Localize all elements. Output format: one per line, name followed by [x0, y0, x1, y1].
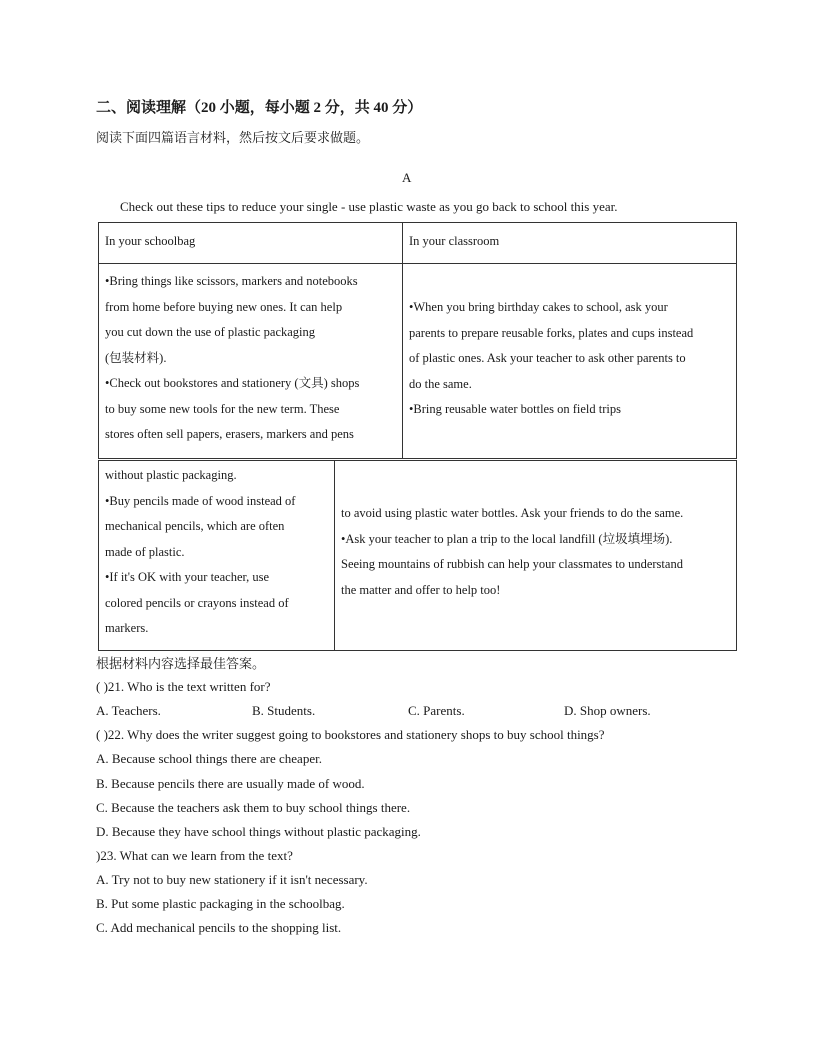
tip-line: •Check out bookstores and stationery (文具) shops — [105, 376, 360, 390]
header-label: In your schoolbag — [105, 234, 196, 248]
tips-table-part-1 — [98, 222, 737, 459]
tip-line: mechanical pencils, which are often — [105, 519, 285, 533]
schoolbag-tips-cell — [99, 264, 403, 459]
option-a[interactable]: A. Teachers. — [96, 703, 161, 718]
option-c[interactable]: C. Add mechanical pencils to the shopping list. — [96, 920, 342, 935]
tips-table-part-2 — [98, 460, 737, 651]
question-23-stem: )23. What can we learn from the text? — [96, 848, 293, 863]
tip-line: parents to prepare reusable forks, plates and cups instead — [409, 325, 694, 340]
tip-line: markers. — [105, 621, 149, 635]
header-label: In your classroom — [409, 234, 500, 248]
passage-intro: Check out these tips to reduce your single - use plastic waste as you go back to school this year. — [120, 199, 618, 214]
tip-line: without plastic packaging. — [105, 468, 237, 482]
question-21-options — [96, 703, 736, 719]
section-heading: 二、阅读理解（20 小题，每小题 2 分，共 40 分） — [96, 100, 423, 116]
option-d[interactable]: D. Shop owners. — [564, 703, 651, 718]
tip-line: made of plastic. — [105, 544, 185, 559]
option-d[interactable]: D. Because they have school things without plastic packaging. — [96, 824, 421, 839]
question-22-stem: ( )22. Why does the writer suggest going to bookstores and stationery shops to buy school things? — [96, 727, 605, 742]
option-b[interactable]: B. Students. — [252, 703, 316, 718]
tip-line: do the same. — [409, 376, 472, 391]
option-b[interactable]: B. Because pencils there are usually made of wood. — [96, 776, 365, 791]
tip-line: •When you bring birthday cakes to school, ask your — [409, 300, 668, 314]
tip-line: •Bring things like scissors, markers and notebooks — [105, 274, 358, 288]
option-c[interactable]: C. Parents. — [408, 703, 465, 718]
option-a[interactable]: A. Try not to buy new stationery if it isn't necessary. — [96, 872, 368, 887]
tip-line: •Buy pencils made of wood instead of — [105, 493, 296, 508]
tip-line: of plastic ones. Ask your teacher to ask other parents to — [409, 351, 686, 365]
schoolbag-tips-cell-continued — [99, 461, 335, 651]
tip-line: •Ask your teacher to plan a trip to the local landfill (垃圾填埋场). — [341, 531, 673, 546]
section-instruction: 阅读下面四篇语言材料，然后按文后要求做题。 — [96, 130, 370, 145]
option-b[interactable]: B. Put some plastic packaging in the schoolbag. — [96, 896, 345, 911]
classroom-tips-cell-continued — [335, 461, 737, 651]
question-21-stem: ( )21. Who is the text written for? — [96, 679, 271, 694]
classroom-tips-cell — [403, 264, 737, 459]
option-c[interactable]: C. Because the teachers ask them to buy school things there. — [96, 800, 411, 815]
tip-line: you cut down the use of plastic packaging — [105, 325, 316, 339]
tip-line: (包装材料). — [105, 350, 167, 365]
tip-line: to avoid using plastic water bottles. Ask your friends to do the same. — [341, 506, 684, 520]
tip-line: colored pencils or crayons instead of — [105, 595, 289, 610]
tip-line: •If it's OK with your teacher, use — [105, 570, 270, 584]
tip-line: the matter and offer to help too! — [341, 582, 501, 597]
table-header-classroom — [403, 223, 737, 264]
tip-line: stores often sell papers, erasers, markers and pens — [105, 427, 354, 441]
table-header-schoolbag — [99, 223, 403, 264]
tip-line: from home before buying new ones. It can help — [105, 299, 343, 314]
passage-label: A — [402, 170, 412, 185]
questions-instruction: 根据材料内容选择最佳答案。 — [96, 656, 266, 671]
tip-line: •Bring reusable water bottles on field trips — [409, 402, 621, 416]
tip-line: Seeing mountains of rubbish can help your classmates to understand — [341, 557, 683, 571]
option-a[interactable]: A. Because school things there are cheaper. — [96, 751, 322, 766]
tip-line: to buy some new tools for the new term. These — [105, 401, 340, 416]
